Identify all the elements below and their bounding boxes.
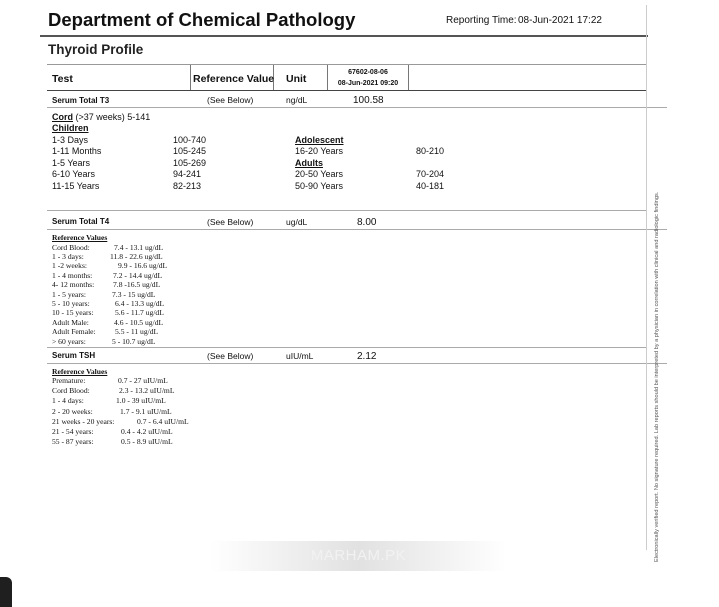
t4-ref-row xyxy=(52,290,167,299)
t3-section-end-rule xyxy=(47,210,647,211)
t4-ref-row xyxy=(52,327,167,336)
tsh-reference: (See Below) xyxy=(207,351,254,361)
tsh-ref-label: 2 - 20 weeks: xyxy=(52,406,93,416)
tsh-ref-title: Reference Values xyxy=(52,367,108,376)
t3-child-range-2: 105-269 xyxy=(173,158,207,168)
t4-ref-value: 5 - 10.7 ug/dL xyxy=(112,336,156,346)
right-border xyxy=(646,5,647,550)
t3-test-name: Serum Total T3 xyxy=(52,96,110,105)
t3-child-age-4: 11-15 Years xyxy=(52,181,100,191)
t4-ref-label: Adult Male: xyxy=(52,317,89,327)
t4-unit: ug/dL xyxy=(286,217,308,227)
t4-ref-value: 9.9 - 16.6 ug/dL xyxy=(118,261,168,271)
tsh-ref-list xyxy=(52,376,189,447)
tsh-ref-value: 0.7 - 27 uIU/mL xyxy=(118,376,168,385)
t3-child-age-3: 6-10 Years xyxy=(52,169,96,179)
col-divider-1 xyxy=(190,65,191,90)
t4-ref-row xyxy=(52,337,167,346)
t4-ref-label: 5 - 10 years: xyxy=(52,298,90,308)
t4-ref-row xyxy=(52,252,167,261)
t3-reference: (See Below) xyxy=(207,95,254,105)
tsh-ref-row xyxy=(52,427,189,437)
col-divider-4 xyxy=(408,65,409,90)
t4-ref-row xyxy=(52,271,167,280)
title-rule xyxy=(40,35,648,37)
table-header-rule xyxy=(47,90,647,91)
t4-test-name: Serum Total T4 xyxy=(52,217,110,226)
tsh-ref-value: 0.5 - 8.9 uIU/mL xyxy=(121,437,173,447)
t3-adult-age-0: 20-50 Years xyxy=(295,169,344,179)
t3-child-range-1: 105-245 xyxy=(173,146,207,156)
t4-ref-list xyxy=(52,243,167,346)
t4-ref-row xyxy=(52,280,167,289)
tsh-ref-label: 55 - 87 years: xyxy=(52,437,94,447)
side-disclaimer: Electronically verified report. No signature required. Lab reports should be interpreted by a physician in correlation with clinical and radiologic findings. xyxy=(654,191,660,562)
t4-result: 8.00 xyxy=(357,217,377,228)
t3-cord-label: Cord xyxy=(52,112,73,122)
sample-id: 67602-08-06 xyxy=(348,69,388,76)
tsh-test-name: Serum TSH xyxy=(52,351,96,360)
t3-adolescent-label: Adolescent xyxy=(295,135,344,145)
t4-ref-label: 1 - 3 days: xyxy=(52,251,84,261)
tsh-ref-value: 1.7 - 9.1 uIU/mL xyxy=(120,406,172,416)
t3-adult-age-1: 50-90 Years xyxy=(295,181,344,191)
tsh-row-rule xyxy=(47,363,667,364)
tsh-ref-value: 0.7 - 6.4 uIU/mL xyxy=(137,416,189,426)
t4-ref-row xyxy=(52,318,167,327)
tsh-ref-row xyxy=(52,407,189,417)
tsh-ref-label: Cord Blood: xyxy=(52,386,90,396)
t3-adolescent-age: 16-20 Years xyxy=(295,146,344,156)
t3-child-range-4: 82-213 xyxy=(173,181,202,191)
t4-ref-label: Adult Female: xyxy=(52,327,96,337)
tsh-result: 2.12 xyxy=(357,351,377,362)
t4-ref-label: > 60 years: xyxy=(52,336,86,346)
t3-children-label: Children xyxy=(52,123,89,133)
t3-cord-text: (>37 weeks) 5-141 xyxy=(75,112,151,122)
t4-ref-value: 4.6 - 10.5 ug/dL xyxy=(114,317,164,327)
t4-ref-row xyxy=(52,299,167,308)
tsh-ref-value: 2.3 - 13.2 uIU/mL xyxy=(119,386,175,396)
t4-ref-label: 1 - 5 years: xyxy=(52,289,86,299)
reporting-time-label: Reporting Time: xyxy=(446,15,517,26)
t3-unit: ng/dL xyxy=(286,95,308,105)
t4-ref-value: 7.2 - 14.4 ug/dL xyxy=(113,270,163,280)
t3-child-age-0: 1-3 Days xyxy=(52,135,89,145)
tsh-ref-row xyxy=(52,417,189,427)
t4-ref-row xyxy=(52,261,167,270)
t4-row-rule xyxy=(47,229,667,230)
tsh-ref-label: Premature: xyxy=(52,376,86,385)
tsh-ref-row xyxy=(52,386,189,396)
t3-child-age-2: 1-5 Years xyxy=(52,158,91,168)
col-sample-header xyxy=(328,67,408,89)
t3-adult-range-0: 70-204 xyxy=(416,169,445,179)
corner-edge xyxy=(0,577,12,607)
page-title: Department of Chemical Pathology xyxy=(48,9,356,30)
t4-ref-value: 7.4 - 13.1 ug/dL xyxy=(114,242,164,252)
t3-row-rule xyxy=(47,107,667,108)
tsh-ref-label: 21 - 54 years: xyxy=(52,427,94,437)
t3-adult-range-1: 40-181 xyxy=(416,181,445,191)
t3-child-range-0: 100-740 xyxy=(173,135,207,145)
tsh-ref-value: 1.0 - 39 uIU/mL xyxy=(116,396,166,406)
t3-adults-label: Adults xyxy=(295,158,323,168)
t4-ref-value: 11.8 - 22.6 ug/dL xyxy=(110,251,163,261)
reporting-time-value: 08-Jun-2021 17:22 xyxy=(518,15,602,26)
t4-reference: (See Below) xyxy=(207,217,254,227)
t3-child-range-3: 94-241 xyxy=(173,169,202,179)
watermark: MARHAM.PK xyxy=(210,541,507,571)
t4-ref-label: 4- 12 months: xyxy=(52,280,95,290)
tsh-ref-row xyxy=(52,437,189,447)
t3-adolescent-range: 80-210 xyxy=(416,146,445,156)
t4-ref-row xyxy=(52,243,167,252)
t4-ref-label: 1 -2 weeks: xyxy=(52,261,88,271)
tsh-ref-label: 21 weeks - 20 years: xyxy=(52,416,115,426)
t4-ref-label: Cord Blood: xyxy=(52,242,90,252)
tsh-ref-value: 0.4 - 4.2 uIU/mL xyxy=(121,427,173,437)
col-unit-header: Unit xyxy=(286,73,307,85)
t4-ref-value: 6.4 - 13.3 ug/dL xyxy=(115,298,165,308)
t4-ref-row xyxy=(52,308,167,317)
sample-time: 08-Jun-2021 09:20 xyxy=(337,80,399,87)
tsh-unit: uIU/mL xyxy=(286,351,314,361)
tsh-ref-row xyxy=(52,396,189,406)
t4-ref-value: 5.6 - 11.7 ug/dL xyxy=(115,308,164,318)
col-test-header: Test xyxy=(52,73,73,85)
t4-ref-label: 10 - 15 years: xyxy=(52,308,94,318)
t3-cord-line xyxy=(52,112,150,124)
tsh-ref-row xyxy=(52,376,189,386)
t3-result: 100.58 xyxy=(353,95,384,106)
col-reference-header: Reference Value xyxy=(193,73,275,85)
t4-ref-value: 7.8 -16.5 ug/dL xyxy=(113,280,161,290)
tsh-ref-label: 1 - 4 days: xyxy=(52,396,84,406)
t3-child-age-1: 1-11 Months xyxy=(52,146,102,156)
t4-section-end-rule xyxy=(47,347,647,348)
t4-ref-value: 7.3 - 15 ug/dL xyxy=(112,289,156,299)
t4-ref-label: 1 - 4 months: xyxy=(52,270,93,280)
t4-ref-value: 5.5 - 11 ug/dL xyxy=(115,327,159,337)
report-subtitle: Thyroid Profile xyxy=(48,42,144,57)
table-top-rule xyxy=(47,64,647,65)
t4-ref-title: Reference Values xyxy=(52,233,108,242)
